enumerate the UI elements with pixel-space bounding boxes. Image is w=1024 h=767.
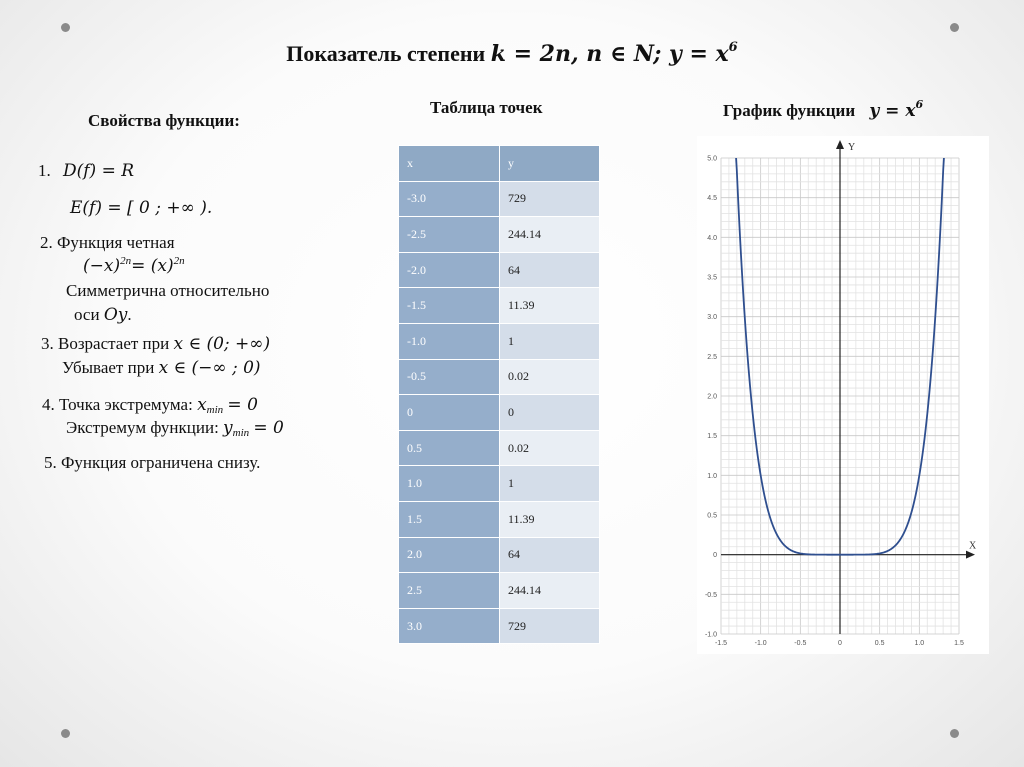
- table-header-row: [399, 146, 600, 182]
- y-tick-label: -0.5: [704, 591, 717, 599]
- y-tick-label: 1.5: [707, 433, 717, 441]
- property-2-label: 2. Функция четная: [40, 233, 175, 252]
- y-tick-label: 4.5: [707, 195, 717, 203]
- cell-x: -2.0: [399, 252, 500, 288]
- axis-dot: .: [127, 305, 132, 324]
- corner-dot-top-left: [61, 23, 70, 32]
- cell-x: -1.0: [399, 323, 500, 359]
- cell-x: -2.5: [399, 217, 500, 253]
- x-tick-label: 0.5: [874, 640, 885, 647]
- property-4-extremum-point: [42, 395, 258, 416]
- table-row: [399, 466, 600, 502]
- property-4-extremum-value: [66, 418, 284, 439]
- y-tick-label: 1.0: [707, 472, 717, 480]
- table-row: [399, 288, 600, 324]
- table-heading: Таблица точек: [430, 98, 543, 117]
- axis-name: Oy: [103, 305, 128, 325]
- property-2-symmetry: Симметрична относительно: [66, 281, 270, 300]
- y-tick-label: 3.0: [707, 314, 717, 322]
- corner-dot-bottom-right: [950, 729, 959, 738]
- even-formula-left: (−x): [83, 256, 121, 276]
- y-tick-label: 0: [713, 552, 717, 560]
- cell-y: 244.14: [500, 573, 600, 609]
- x-axis-arrow: [966, 551, 975, 559]
- cell-x: 1.0: [399, 466, 500, 502]
- extremum-point-text: 4. Точка экстремума:: [42, 395, 193, 414]
- cell-x: 0: [399, 395, 500, 431]
- axis-word: оси: [74, 305, 100, 324]
- table-row: [399, 217, 600, 253]
- y-tick-label: 2.0: [707, 393, 717, 401]
- property-1-number: 1.: [38, 161, 51, 180]
- extremum-value-sub: min: [232, 427, 250, 439]
- range-formula: E(f) = [ 0 ; +∞ ).: [70, 198, 213, 218]
- cell-x: -1.5: [399, 288, 500, 324]
- property-2-formula: [83, 255, 185, 276]
- property-5-bounded: 5. Функция ограничена снизу.: [44, 453, 261, 472]
- points-table: [398, 145, 600, 644]
- table-row: [399, 537, 600, 573]
- decreasing-interval: x ∈ (−∞ ; 0): [158, 358, 261, 378]
- table-row: [399, 573, 600, 609]
- extremum-value-text: Экстремум функции:: [66, 418, 219, 437]
- column-header-x: x: [399, 146, 500, 182]
- chart-svg: [697, 136, 989, 654]
- extremum-point-value: = 0: [227, 395, 258, 415]
- table-row: [399, 501, 600, 537]
- x-tick-label: -1.0: [754, 640, 767, 647]
- cell-x: 1.5: [399, 501, 500, 537]
- extremum-point-sub: min: [206, 404, 224, 416]
- extremum-point-var: x: [197, 395, 207, 415]
- decreasing-text: Убывает при: [62, 358, 155, 377]
- table-row: [399, 359, 600, 395]
- property-3-decreasing: [62, 358, 261, 378]
- function-graph: [697, 136, 989, 654]
- title-formula: k = 2n, n ∈ N; y = x: [490, 41, 729, 67]
- cell-x: -0.5: [399, 359, 500, 395]
- even-exponent-right: 2n: [173, 255, 185, 267]
- cell-x: 2.0: [399, 537, 500, 573]
- cell-y: 1: [500, 466, 600, 502]
- x-tick-label: -1.5: [714, 640, 728, 647]
- table-row: [399, 395, 600, 431]
- cell-x: 3.0: [399, 608, 500, 644]
- title-text: Показатель степени: [286, 41, 486, 66]
- even-exponent-left: 2n: [120, 255, 132, 267]
- graph-heading-formula: y = x: [869, 101, 916, 121]
- cell-y: 11.39: [500, 501, 600, 537]
- corner-dot-bottom-left: [61, 729, 70, 738]
- y-tick-label: 5.0: [707, 155, 717, 163]
- y-tick-label: -1.0: [704, 631, 717, 639]
- table-row: [399, 430, 600, 466]
- graph-heading-text: График функции: [723, 101, 856, 120]
- cell-y: 0.02: [500, 430, 600, 466]
- table-row: [399, 608, 600, 644]
- cell-y: 64: [500, 252, 600, 288]
- cell-x: -3.0: [399, 181, 500, 217]
- cell-y: 64: [500, 537, 600, 573]
- cell-y: 0: [500, 395, 600, 431]
- cell-x: 2.5: [399, 573, 500, 609]
- graph-heading-exponent: 6: [915, 98, 924, 111]
- table-row: [399, 181, 600, 217]
- table-body: [399, 181, 600, 644]
- even-formula-right: = (x): [131, 256, 174, 276]
- increasing-text: 3. Возрастает при: [41, 334, 170, 353]
- extremum-value-value: = 0: [253, 418, 284, 438]
- x-tick-label: 0: [838, 640, 842, 647]
- cell-y: 244.14: [500, 217, 600, 253]
- domain-formula: D(f) = R: [63, 161, 135, 181]
- properties-heading: Свойства функции:: [88, 111, 240, 130]
- property-1-domain: [38, 161, 134, 181]
- cell-y: 729: [500, 181, 600, 217]
- title-exponent: 6: [728, 40, 738, 55]
- table-row: [399, 252, 600, 288]
- y-tick-label: 4.0: [707, 234, 717, 242]
- column-header-y: y: [500, 146, 600, 182]
- x-axis-label: X: [969, 540, 977, 552]
- property-2-axis: [74, 305, 132, 325]
- graph-heading: [723, 98, 923, 121]
- cell-y: 1: [500, 323, 600, 359]
- x-tick-label: -0.5: [794, 640, 807, 647]
- y-tick-label: 3.5: [707, 274, 717, 282]
- increasing-interval: x ∈ (0; +∞): [173, 334, 271, 354]
- y-axis-label: Y: [848, 142, 856, 153]
- extremum-value-var: y: [223, 418, 233, 438]
- slide-title: [0, 40, 1024, 67]
- y-tick-label: 2.5: [707, 353, 717, 361]
- corner-dot-top-right: [950, 23, 959, 32]
- cell-y: 729: [500, 608, 600, 644]
- x-tick-label: 1.5: [954, 640, 964, 647]
- y-tick-label: 0.5: [707, 512, 717, 520]
- property-3-increasing: [41, 334, 270, 354]
- table-row: [399, 323, 600, 359]
- cell-y: 0.02: [500, 359, 600, 395]
- y-axis-arrow: [836, 140, 844, 149]
- property-1-range: [70, 198, 212, 218]
- cell-y: 11.39: [500, 288, 600, 324]
- x-tick-label: 1.0: [914, 640, 925, 647]
- cell-x: 0.5: [399, 430, 500, 466]
